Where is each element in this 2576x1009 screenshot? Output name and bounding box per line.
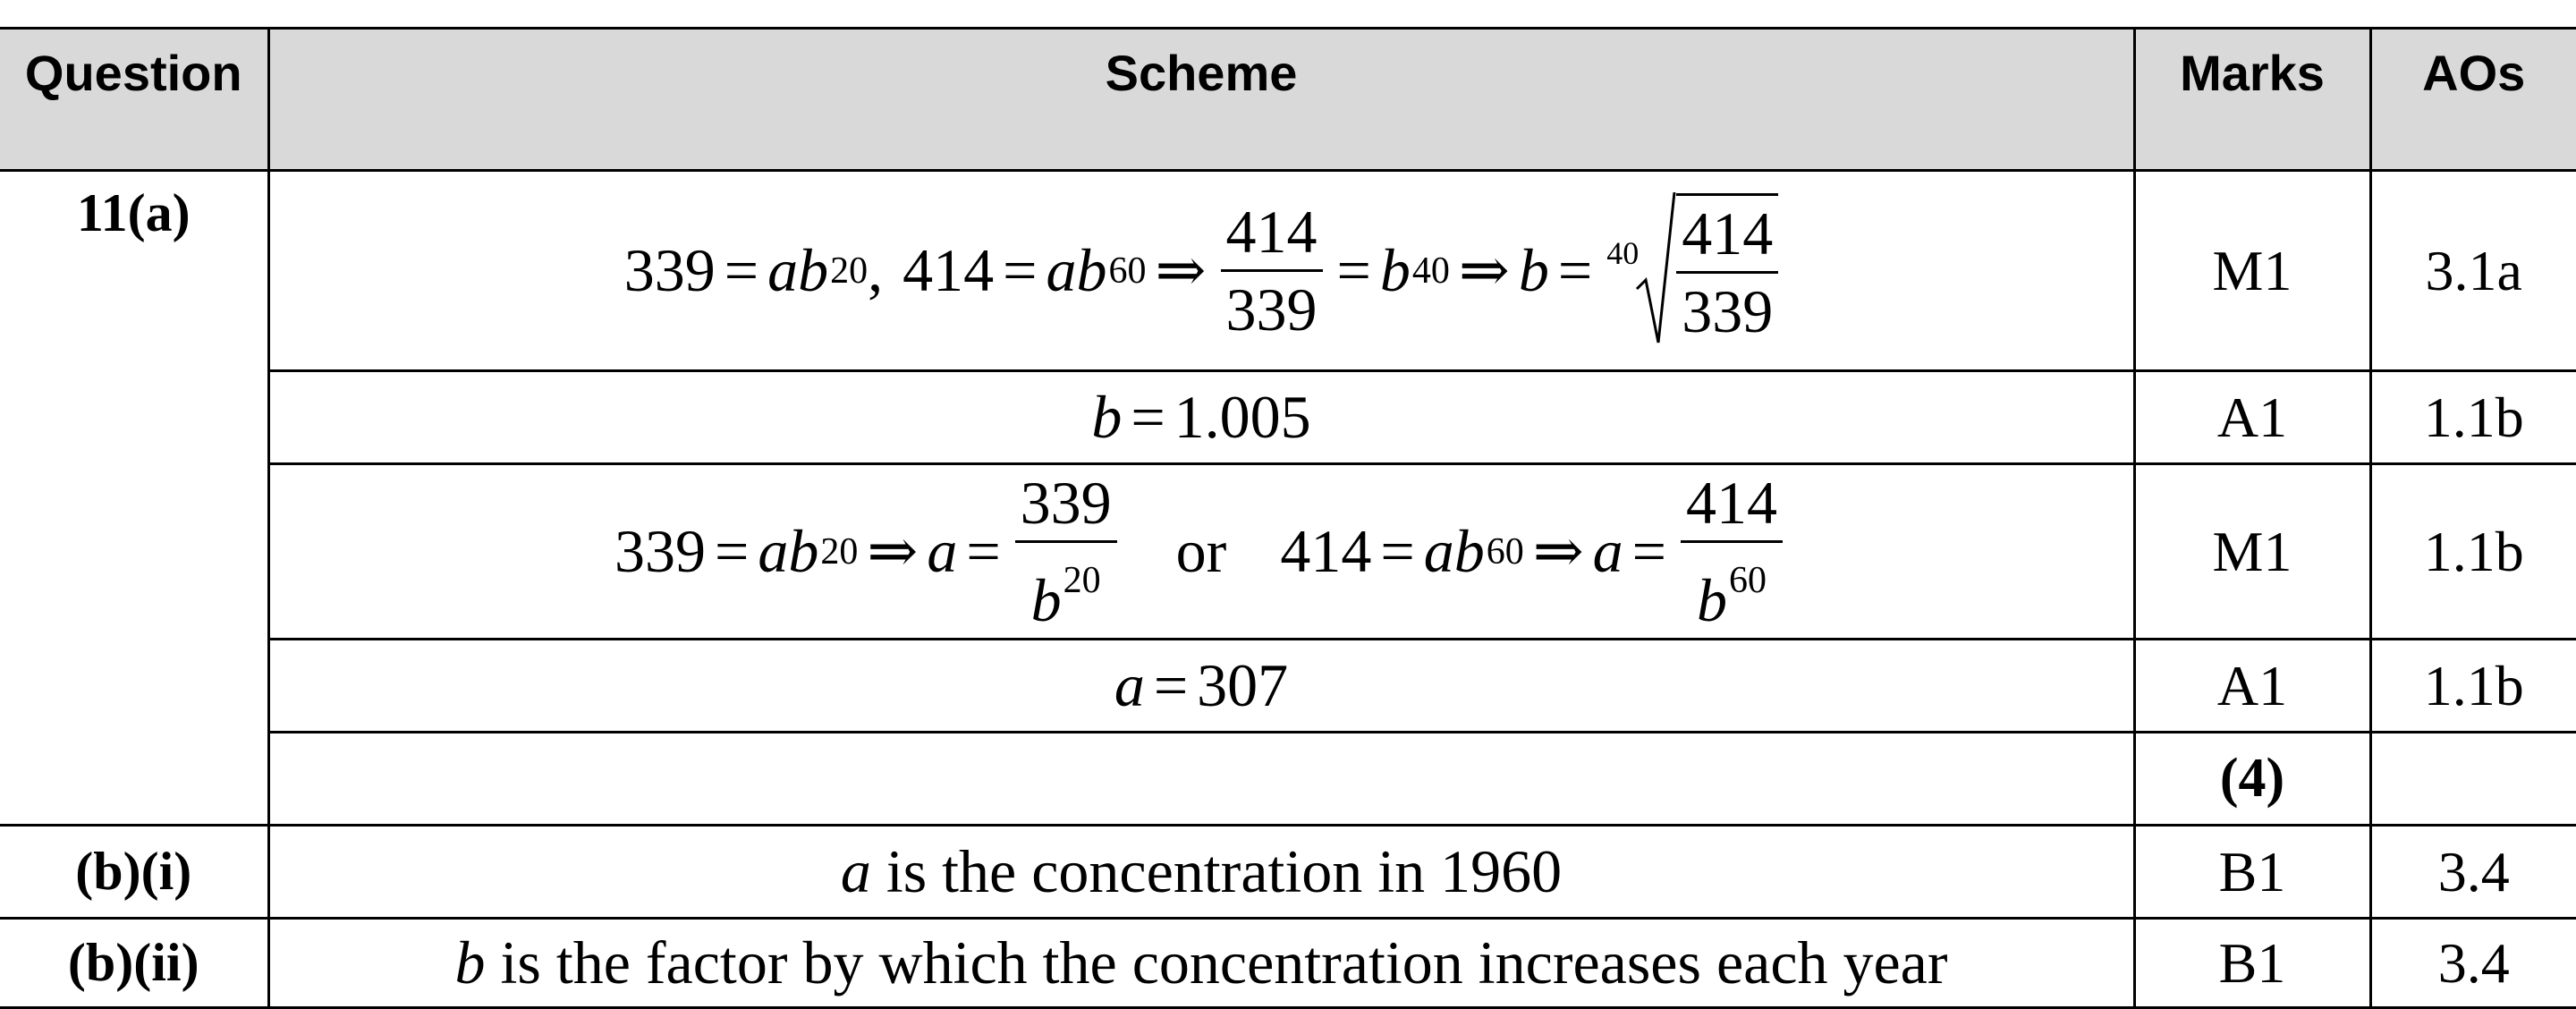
fraction: $\frac{414}{b^{60}}$ <box>1681 465 1783 638</box>
fraction: $\frac{339}{b^{20}}$ <box>1015 465 1117 638</box>
question-label-11a: 11(a) <box>0 171 268 826</box>
radical-sign-icon <box>1635 191 1676 352</box>
header-question: Question <box>0 29 268 171</box>
table-row <box>0 464 2576 640</box>
header-row <box>0 29 2576 171</box>
ao-cell: 3.4 <box>2370 919 2576 1008</box>
mark-cell: A1 <box>2134 640 2370 733</box>
ao-cell: 1.1b <box>2370 371 2576 464</box>
scheme-cell: a is the concentration in 1960 <box>268 826 2134 919</box>
table-row <box>0 640 2576 733</box>
question-label-bii: (b)(ii) <box>0 919 268 1008</box>
equation-solve-b: 339 = ab 20 , 414 = ab 60 ⇒ $\frac{414}{339}$ = b 40 ⇒ b = 40 $\frac{414}{339}$ <box>624 191 1778 352</box>
scheme-cell <box>268 371 2134 464</box>
ao-cell: 1.1b <box>2370 640 2576 733</box>
header-aos: AOs <box>2370 29 2576 171</box>
total-marks: (4) <box>2134 733 2370 826</box>
nth-root: 40 $\frac{414}{339}$ <box>1606 191 1778 352</box>
table-row <box>0 919 2576 1008</box>
scheme-cell <box>268 640 2134 733</box>
scheme-cell <box>268 733 2134 826</box>
question-label-bi: (b)(i) <box>0 826 268 919</box>
ao-cell: 3.4 <box>2370 826 2576 919</box>
mark-scheme-table <box>0 27 2576 1009</box>
equation-b-value: b = 1.005 <box>1091 383 1311 451</box>
ao-cell: 3.1a <box>2370 171 2576 371</box>
ao-cell <box>2370 733 2576 826</box>
table-row <box>0 826 2576 919</box>
mark-cell: M1 <box>2134 464 2370 640</box>
header-marks: Marks <box>2134 29 2370 171</box>
ao-cell: 1.1b <box>2370 464 2576 640</box>
header-scheme: Scheme <box>268 29 2134 171</box>
fraction: $\frac{414}{339}$ <box>1221 194 1323 347</box>
mark-cell: M1 <box>2134 171 2370 371</box>
table-row <box>0 733 2576 826</box>
mark-cell: B1 <box>2134 826 2370 919</box>
equation-a-value: a = 307 <box>1114 651 1289 719</box>
table-row <box>0 371 2576 464</box>
table-row <box>0 171 2576 371</box>
mark-cell: B1 <box>2134 919 2370 1008</box>
scheme-cell: b is the factor by which the concentration increases each year <box>268 919 2134 1008</box>
equation-solve-a: 339 = ab 20 ⇒ a = $\frac{339}{b^{20}}$ or 414 = ab 60 ⇒ a = $\frac{414}{b^{60}}$ <box>614 465 1788 638</box>
scheme-cell <box>268 171 2134 371</box>
mark-cell: A1 <box>2134 371 2370 464</box>
scheme-cell <box>268 464 2134 640</box>
